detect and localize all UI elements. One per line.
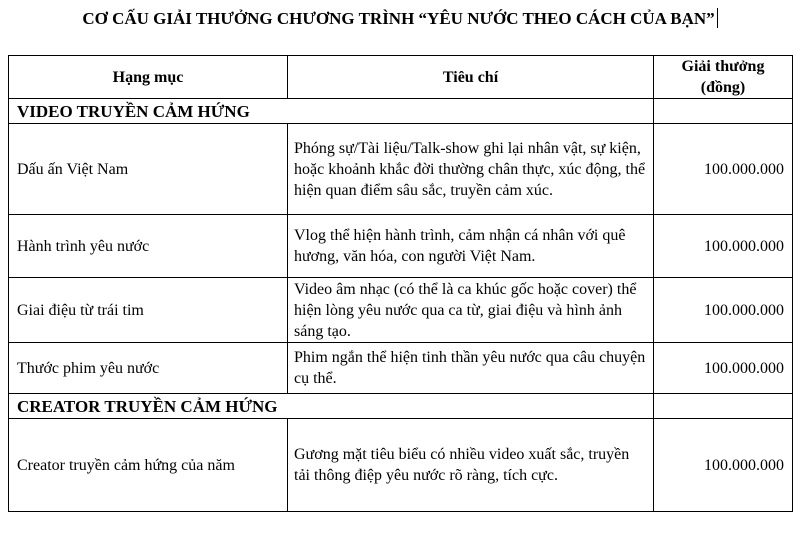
section-row bbox=[9, 394, 793, 419]
text-cursor bbox=[717, 8, 718, 28]
table-row bbox=[9, 343, 793, 394]
header-prize-line2: (đồng) bbox=[700, 79, 746, 96]
prize-cell: 100.000.000 bbox=[654, 343, 793, 394]
prize-cell: 100.000.000 bbox=[654, 215, 793, 278]
prize-cell: 100.000.000 bbox=[654, 419, 793, 512]
table-row bbox=[9, 419, 793, 512]
table-header-row bbox=[9, 56, 793, 99]
table-row bbox=[9, 278, 793, 343]
section-blank-cell bbox=[654, 99, 793, 124]
header-prize bbox=[654, 56, 793, 99]
category-cell: Giai điệu từ trái tim bbox=[9, 278, 288, 343]
document-title bbox=[0, 8, 800, 30]
criteria-cell: Gương mặt tiêu biểu có nhiều video xuất sắc, truyền tải thông điệp yêu nước rõ ràng, tích cực. bbox=[288, 419, 654, 512]
header-criteria: Tiêu chí bbox=[288, 56, 654, 99]
prize-cell: 100.000.000 bbox=[654, 124, 793, 215]
prize-structure-table bbox=[8, 55, 793, 512]
criteria-cell: Vlog thể hiện hành trình, cảm nhận cá nhân với quê hương, văn hóa, con người Việt Nam. bbox=[288, 215, 654, 278]
criteria-cell: Phóng sự/Tài liệu/Talk-show ghi lại nhân vật, sự kiện, hoặc khoảnh khắc đời thường chân thực, xúc động, thể hiện quan điểm sâu sắc, truyền cảm xúc. bbox=[288, 124, 654, 215]
section-title: CREATOR TRUYỀN CẢM HỨNG bbox=[9, 394, 654, 419]
category-cell: Hành trình yêu nước bbox=[9, 215, 288, 278]
header-prize-line1: Giải thưởng bbox=[681, 58, 765, 75]
criteria-cell: Phim ngắn thể hiện tinh thần yêu nước qua câu chuyện cụ thể. bbox=[288, 343, 654, 394]
section-blank-cell bbox=[654, 394, 793, 419]
table-row bbox=[9, 124, 793, 215]
category-cell: Creator truyền cảm hứng của năm bbox=[9, 419, 288, 512]
category-cell: Dấu ấn Việt Nam bbox=[9, 124, 288, 215]
section-row bbox=[9, 99, 793, 124]
table-row bbox=[9, 215, 793, 278]
document-title-text: CƠ CẤU GIẢI THƯỞNG CHƯƠNG TRÌNH “YÊU NƯỚC THEO CÁCH CỦA BẠN” bbox=[82, 9, 715, 28]
criteria-cell: Video âm nhạc (có thể là ca khúc gốc hoặc cover) thể hiện lòng yêu nước qua ca từ, giai điệu và hình ảnh sáng tạo. bbox=[288, 278, 654, 343]
section-title: VIDEO TRUYỀN CẢM HỨNG bbox=[9, 99, 654, 124]
header-category: Hạng mục bbox=[9, 56, 288, 99]
category-cell: Thước phim yêu nước bbox=[9, 343, 288, 394]
prize-cell: 100.000.000 bbox=[654, 278, 793, 343]
